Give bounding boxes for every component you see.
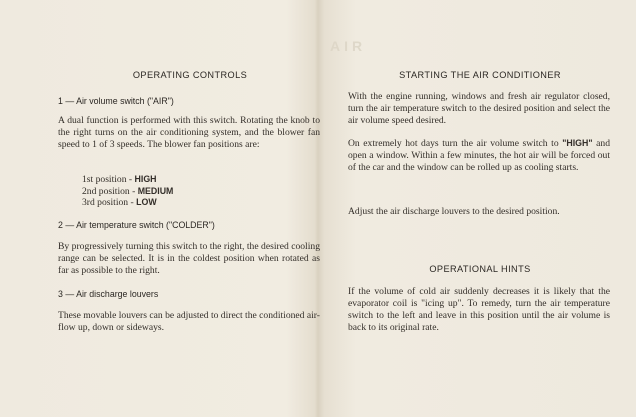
air-temperature-switch-title: 2 — Air temperature switch ("COLDER") <box>58 220 215 230</box>
operational-hints-text: If the volume of cold air suddenly decreases it is likely that the evaporator coil is "icing up". To remedy, turn the air temperature switch to the left and leave in this position until the air volume is back to its original rate. <box>348 286 610 333</box>
starting-paragraph-3: Adjust the air discharge louvers to the desired position. <box>348 206 560 217</box>
air-discharge-louvers-title: 3 — Air discharge louvers <box>58 289 159 299</box>
air-temperature-switch-text: By progressively turning this switch to the right, the desired cooling range can be selected. It is in the coldest position when rotated as far as possible to the right. <box>58 241 320 276</box>
air-discharge-louvers-text: These movable louvers can be adjusted to direct the conditioned air-flow up, down or sideways. <box>58 310 320 333</box>
starting-paragraph-1: With the engine running, windows and fresh air regulator closed, turn the air temperature switch to the desired position and select the air volume speed desired. <box>348 91 610 126</box>
right-page <box>322 0 636 417</box>
fan-position-item: 3rd position - LOW <box>82 197 157 209</box>
bleed-through-text: AIR <box>330 38 367 54</box>
air-volume-switch-title: 1 — Air volume switch ("AIR") <box>58 96 174 106</box>
fan-position-item: 2nd position - MEDIUM <box>82 185 174 197</box>
fan-positions-list <box>82 174 173 209</box>
air-volume-switch-text: A dual function is performed with this switch. Rotating the knob to the right turns on the air conditioning system, and the blower fan speed to 1 of 3 speeds. The blower fan positions are: <box>58 115 320 150</box>
fan-position-item: 1st position - HIGH <box>82 174 157 185</box>
starting-air-conditioner-heading: STARTING THE AIR CONDITIONER <box>399 70 561 80</box>
operational-hints-heading: OPERATIONAL HINTS <box>429 264 531 274</box>
operating-controls-heading: OPERATING CONTROLS <box>132 70 248 80</box>
starting-paragraph-2: On extremely hot days turn the air volume switch to "HIGH" and open a window. Within a few minutes, the hot air will be forced out of the car and the window can be rolled up as cooling starts. <box>348 138 610 173</box>
